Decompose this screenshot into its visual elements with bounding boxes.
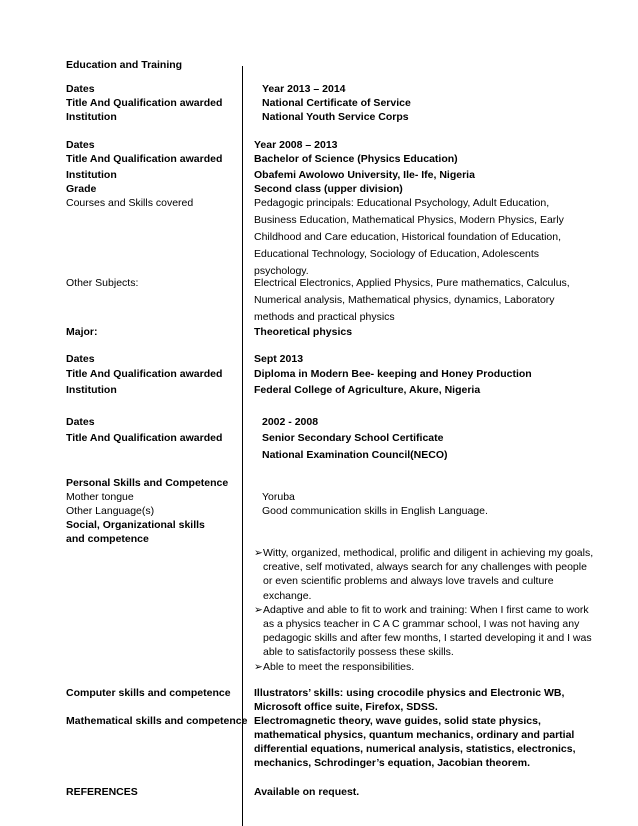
label-dates: Dates <box>66 416 95 428</box>
label-courses: Courses and Skills covered <box>66 197 194 209</box>
entry-institution: Obafemi Awolowo University, Ile- Ife, Nigeria <box>254 169 475 181</box>
list-item: ➢ Able to meet the responsibilities. <box>254 660 415 673</box>
entry-institution: National Youth Service Corps <box>262 111 409 123</box>
label-dates: Dates <box>66 83 95 95</box>
entry-dates: Year 2008 – 2013 <box>254 139 338 151</box>
label-computer-skills: Computer skills and competence <box>66 687 231 699</box>
label-institution: Institution <box>66 384 117 396</box>
arrow-bullet-icon: ➢ <box>254 547 263 559</box>
mother-tongue-value: Yoruba <box>262 491 295 503</box>
label-references: REFERENCES <box>66 786 138 798</box>
label-personal-skills: Personal Skills and Competence <box>66 477 229 489</box>
label-title-qualification: Title And Qualification awarded <box>66 97 223 109</box>
label-major: Major: <box>66 326 98 338</box>
entry-institution: National Examination Council(NECO) <box>262 449 448 461</box>
label-dates: Dates <box>66 353 95 365</box>
math-skills-value: Electromagnetic theory, wave guides, solid state physics, mathematical physics, quantum mechanics, ordinary and partial differential equations, numerical analysis, statistics, electronics, mechanics, Schrodinger’s equation, Jacobian theorem. <box>254 715 576 769</box>
section-title: Education and Training <box>66 59 183 71</box>
label-math-skills: Mathematical skills and competence <box>66 715 248 727</box>
list-item: ➢ Adaptive and able to fit to work and training: When I first came to work as a physics teacher in C A C grammar school, I was not having any pedagogic skills and after few months, I started developing it and I was able to satisfactorily possess these skills. <box>254 603 592 659</box>
entry-major: Theoretical physics <box>254 326 353 338</box>
entry-institution: Federal College of Agriculture, Akure, Nigeria <box>254 384 481 396</box>
entry-other-subjects: Electrical Electronics, Applied Physics, Pure mathematics, Calculus, Numerical analysis, Mathematical physics, dynamics, Laboratory methods and practical physics <box>254 277 570 323</box>
entry-grade: Second class (upper division) <box>254 183 403 195</box>
references-value: Available on request. <box>254 786 360 798</box>
column-divider <box>242 66 243 826</box>
entry-dates: Year 2013 – 2014 <box>262 83 346 95</box>
arrow-bullet-icon: ➢ <box>254 660 263 673</box>
label-dates: Dates <box>66 139 95 151</box>
label-other-languages: Other Language(s) <box>66 505 155 517</box>
entry-courses: Pedagogic principals: Educational Psychology, Adult Education, Business Education, Mathematical Physics, Modern Physics, Early Childhood and Care education, Historical foundation of Education, Educational Technology, Sociology of Education, Adolescents psychology. <box>254 197 564 277</box>
list-item: ➢ Witty, organized, methodical, prolific and diligent in achieving my goals, creative, self motivated, always search for any challenges with people or even scientific problems and always love travels and culture exchange. <box>254 547 594 602</box>
label-social-skills: Social, Organizational skills and competence <box>66 519 205 545</box>
entry-dates: Sept 2013 <box>254 353 304 365</box>
entry-qualification: Bachelor of Science (Physics Education) <box>254 153 458 165</box>
label-title-qualification: Title And Qualification awarded <box>66 432 223 444</box>
label-title-qualification: Title And Qualification awarded <box>66 153 223 165</box>
entry-qualification: Diploma in Modern Bee- keeping and Honey Production <box>254 368 532 380</box>
arrow-bullet-icon: ➢ <box>254 603 263 616</box>
label-other-subjects: Other Subjects: <box>66 277 139 289</box>
label-mother-tongue: Mother tongue <box>66 491 134 503</box>
computer-skills-value: Illustrators’ skills: using crocodile physics and Electronic WB, Microsoft office suite, Firefox, SDSS. <box>254 687 565 713</box>
entry-dates: 2002 - 2008 <box>262 416 319 428</box>
social-skills-list <box>254 546 599 674</box>
entry-qualification: National Certificate of Service <box>262 97 411 109</box>
other-languages-value: Good communication skills in English Language. <box>262 505 488 517</box>
entry-qualification: Senior Secondary School Certificate <box>262 432 444 444</box>
label-institution: Institution <box>66 111 117 123</box>
label-institution: Institution <box>66 169 117 181</box>
label-title-qualification: Title And Qualification awarded <box>66 368 223 380</box>
label-grade: Grade <box>66 183 97 195</box>
